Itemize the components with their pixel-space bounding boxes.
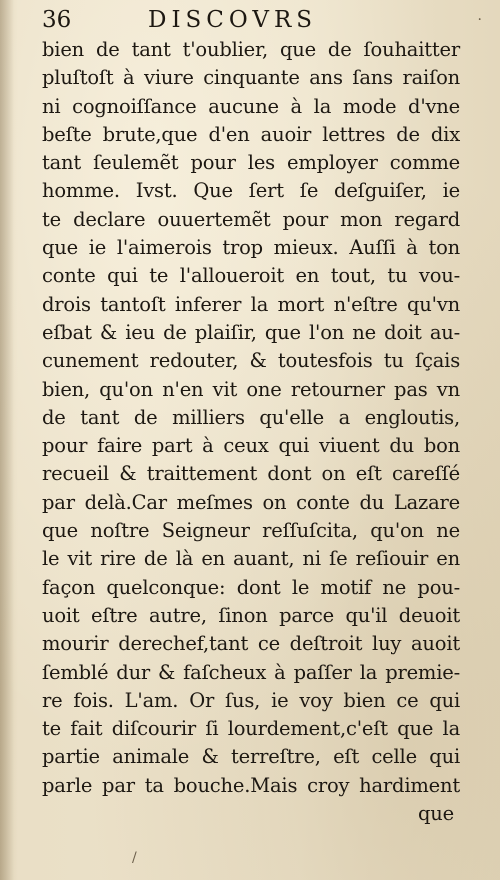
text-line: bien de tant t'oublier, que de ſouhaitter [42,38,460,61]
text-line: eſbat & ieu de plaiſir, que l'on ne doit au- [42,320,460,344]
page-mark: · [477,12,482,28]
text-line: recueil & traittement dont on eſt careſſé [42,462,460,486]
text-line: bien, qu'on n'en vit one retourner pas vn [42,377,460,401]
text-line: ſemblé dur & faſcheux à paſſer la premie- [42,660,460,684]
text-line: uoit eſtre autre, ſinon parce qu'il deuoit [42,603,460,627]
text-line: re fois. L'am. Or ſus, ie voy bien ce qui [42,688,460,712]
text-line: cunement redouter, & toutesfois tu ſçais [42,349,460,373]
body-text [42,36,460,828]
text-line: te declare ouuertemẽt pour mon regard [42,207,460,231]
text-line: parle par ta bouche.Mais croy hardiment [42,773,460,797]
text-line: conte qui te l'alloueroit en tout, tu vou- [42,264,460,288]
page-header [42,4,482,36]
text-line: pour faire part à ceux qui viuent du bon [42,434,460,458]
text-line: ni cognoiſſance aucune à la mode d'vne [42,94,460,118]
text-line: que ie l'aimerois trop mieux. Auſſi à ton [42,236,460,260]
text-line: de tant de milliers qu'elle a engloutis, [42,405,460,429]
text-line: façon quelconque: dont le motif ne pou- [42,575,460,599]
catchword: que [418,802,454,826]
text-line: que noſtre Seigneur reſſuſcita, qu'on ne [42,519,460,543]
gutter-shadow [0,0,14,880]
text-line: le vit rire de là en auant, ni ſe reſiouir en [42,547,460,571]
signature-mark: / [132,850,137,866]
text-line: partie animale & terreſtre, eſt celle qui [42,745,460,769]
text-line: tant ſeulemẽt pour les employer comme [42,151,460,175]
running-title: DISCOVRS [148,7,318,33]
text-line: drois tantoſt inferer la mort n'eſtre qu'vn [42,292,460,316]
text-line: par delà.Car meſmes on conte du Lazare [42,490,460,514]
text-line: pluſtoſt à viure cinquante ans ſans raiſon [42,66,460,90]
text-line: mourir derechef,tant ce deſtroit luy auoit [42,632,460,656]
page-number: 36 [42,7,72,33]
text-line: homme. Ivst. Que ſert ſe deſguiſer, ie [42,179,460,203]
text-line: te fait diſcourir ſi lourdement,c'eſt que la [42,717,460,741]
text-line: beſte brute,que d'en auoir lettres de dix [42,122,460,146]
